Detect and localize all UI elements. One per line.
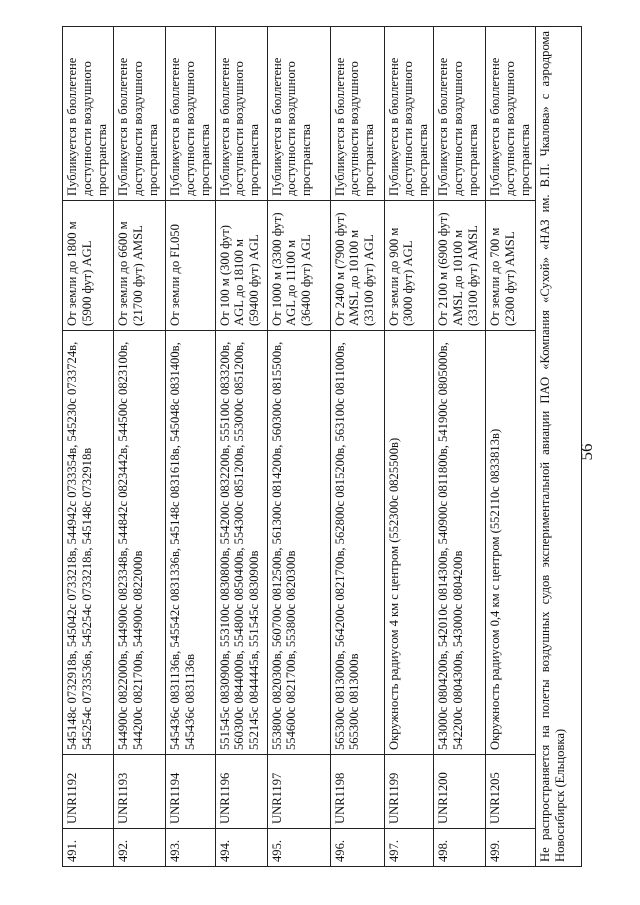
airspace-table: [62, 26, 582, 867]
publication-note: Публикуется в бюллетене доступности воздушного пространства: [330, 27, 384, 201]
row-number: 494.: [215, 829, 267, 867]
altitude-limits: От земли до 700 м (2300 фут) AMSL: [486, 201, 536, 331]
publication-note: Публикуется в бюллетене доступности воздушного пространства: [63, 27, 114, 201]
table-row: [63, 27, 114, 867]
footnote-row: [535, 27, 581, 867]
table-row: [215, 27, 267, 867]
publication-note: Публикуется в бюллетене доступности воздушного пространства: [486, 27, 536, 201]
table-row: [434, 27, 486, 867]
row-number: 498.: [434, 829, 486, 867]
zone-coordinates: 544900с 0822000в, 544900с 0823348в, 544842с 0823442в, 544500с 0823100в, 544200с 0821700в, 544900с 0822000в: [114, 331, 166, 755]
zone-code: UNR1200: [434, 755, 486, 829]
table-row: [330, 27, 384, 867]
page-number: 56: [577, 443, 596, 461]
zone-coordinates: 545436с 0831136в, 545542с 0831336в, 545148с 0831618в, 545048с 0831400в, 545436с 0831136в: [166, 331, 216, 755]
row-number: 496.: [330, 829, 384, 867]
table-row: [384, 27, 434, 867]
footnote: Не распространяется на полеты воздушных судов экспериментальной авиации ПАО «Компания «Сухой» «НАЗ им. В.П. Чкалова» с аэродрома Новосибирск (Ельцовка): [535, 27, 581, 867]
altitude-limits: От 2400 м (7900 фут) AMSL до 10100 м (33100 фут) AGL: [330, 201, 384, 331]
publication-note: Публикуется в бюллетене доступности воздушного пространства: [114, 27, 166, 201]
publication-note: Публикуется в бюллетене доступности воздушного пространства: [166, 27, 216, 201]
altitude-limits: От земли до FL050: [166, 201, 216, 331]
table-row: [267, 27, 330, 867]
zone-coordinates: Окружность радиусом 4 км с центром (552300с 0825500в): [384, 331, 434, 755]
zone-code: UNR1192: [63, 755, 114, 829]
publication-note: Публикуется в бюллетене доступности воздушного пространства: [384, 27, 434, 201]
altitude-limits: От 100 м (300 фут) AGL до 18100 м (59400 фут) AGL: [215, 201, 267, 331]
zone-code: UNR1205: [486, 755, 536, 829]
publication-note: Публикуется в бюллетене доступности воздушного пространства: [267, 27, 330, 201]
row-number: 492.: [114, 829, 166, 867]
zone-code: UNR1194: [166, 755, 216, 829]
altitude-limits: От земли до 6600 м (21700 фут) AMSL: [114, 201, 166, 331]
zone-coordinates: 545148с 0732918в, 545042с 0733218в, 544942с 0733354в, 545230с 0733724в, 545254с 0733536в, 545254с 0733218в, 545148с 0732918в: [63, 331, 114, 755]
publication-note: Публикуется в бюллетене доступности воздушного пространства: [215, 27, 267, 201]
row-number: 495.: [267, 829, 330, 867]
zone-code: UNR1193: [114, 755, 166, 829]
altitude-limits: От 2100 м (6900 фут) AMSL до 10100 м (33100 фут) AMSL: [434, 201, 486, 331]
zone-coordinates: 551545с 0830900в, 553100с 0830800в, 554200с 0832200в, 555100с 0833200в, 560300с 0844000в, 554800с 0850400в, 554300с 0851200в, 553000с 0851200в, 552145с 0844445в, 551545с 0830900в: [215, 331, 267, 755]
zone-code: UNR1196: [215, 755, 267, 829]
row-number: 497.: [384, 829, 434, 867]
zone-code: UNR1198: [330, 755, 384, 829]
zone-code: UNR1199: [384, 755, 434, 829]
zone-coordinates: Окружность радиусом 0,4 км с центром (552110с 0833813в): [486, 331, 536, 755]
row-number: 499.: [486, 829, 536, 867]
table-row: [166, 27, 216, 867]
altitude-limits: От земли до 1800 м (5900 фут) AGL: [63, 201, 114, 331]
zone-coordinates: 553800с 0820300в, 560700с 0812500в, 561300с 0814200в, 560300с 0815500в, 554600с 0821700в, 553800с 0820300в: [267, 331, 330, 755]
altitude-limits: От 1000 м (3300 фут) AGL до 11100 м (36400 фут) AGL: [267, 201, 330, 331]
zone-code: UNR1197: [267, 755, 330, 829]
table-row: [486, 27, 536, 867]
publication-note: Публикуется в бюллетене доступности воздушного пространства: [434, 27, 486, 201]
airspace-table-container: [62, 27, 567, 867]
row-number: 493.: [166, 829, 216, 867]
row-number: 491.: [63, 829, 114, 867]
zone-coordinates: 543000с 0804200в, 542010с 0814300в, 540900с 0811800в, 541900с 0805000в, 542200с 0804300в, 543000с 0804200в: [434, 331, 486, 755]
zone-coordinates: 565300с 0813000в, 564200с 0821700в, 562800с 0815200в, 563100с 0811000в, 565300с 0813000в: [330, 331, 384, 755]
altitude-limits: От земли до 900 м (3000 фут) AGL: [384, 201, 434, 331]
table-row: [114, 27, 166, 867]
